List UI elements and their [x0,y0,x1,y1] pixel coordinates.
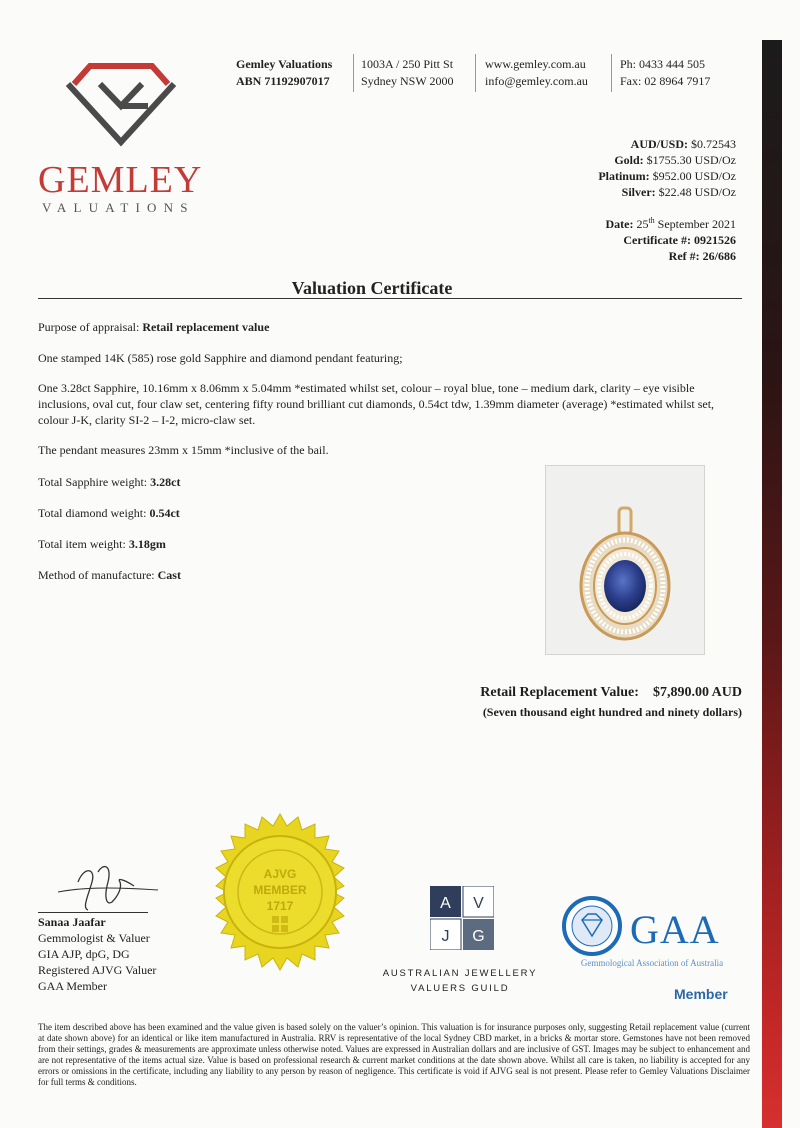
gaa-member-label: Member [674,986,728,1002]
seal-icon [200,812,360,972]
seal-line-3: 1717 [266,899,294,913]
certificate-label: Certificate #: [623,233,691,247]
retail-value [480,685,742,701]
seal-line-2: MEMBER [253,883,307,897]
header-company [236,56,332,90]
signatory-registration: Registered AJVG Valuer [38,963,157,977]
purpose-label: Purpose of appraisal: [38,320,140,334]
gaa-emblem [562,896,622,961]
purpose-value: Retail replacement value [142,320,270,334]
aud-usd-label: AUD/USD: [630,137,688,151]
gem-logo-icon [60,56,182,152]
address-line-1: 1003A / 250 Pitt St [361,57,454,71]
avjg-letter-g: G [472,928,485,945]
pendant-photo [545,465,705,655]
signature-mark [38,852,168,916]
certificate-meta [605,213,736,264]
aud-usd-value: $0.72543 [691,137,736,151]
fax-number: Fax: 02 8964 7917 [620,74,711,88]
silver-label: Silver: [621,185,656,199]
retail-value-amount: $7,890.00 AUD [652,685,742,700]
date-day: 25 [636,217,649,231]
date-label: Date: [605,217,634,231]
signatory-role: Gemmologist & Valuer [38,931,150,945]
phone-number: Ph: 0433 444 505 [620,57,706,71]
address-line-2: Sydney NSW 2000 [361,74,454,88]
item-weight-value: 3.18gm [128,537,166,551]
gaa-abbreviation: GAA [630,907,720,952]
header-web [485,56,588,90]
diamond-weight-value: 0.54ct [149,506,180,520]
gaa-full-name: Gemmological Association of Australia [580,958,724,968]
avjg-letter-a: A [440,895,451,912]
signatory-details [38,914,156,994]
description-line-1: One stamped 14K (585) rose gold Sapphire and diamond pendant featuring; [38,351,403,365]
email-link[interactable]: info@gemley.com.au [485,74,588,88]
diamond-weight-label: Total diamond weight: [38,506,147,520]
retail-value-label: Retail Replacement Value: [480,685,639,700]
gold-value: $1755.30 USD/Oz [646,153,736,167]
gold-label: Gold: [614,153,644,167]
certificate-number: 0921526 [694,233,736,247]
company-name: Gemley Valuations [236,57,333,71]
avjg-name [366,966,554,996]
avjg-logo [430,886,494,950]
avjg-name-line-1: AUSTRALIAN JEWELLERY [382,968,538,979]
manufacture-method-value: Cast [157,568,181,582]
avjg-name-line-2: VALUERS GUILD [410,983,510,994]
ajvg-seal [200,812,360,972]
page-edge-bar [762,40,782,1128]
page-title: Valuation Certificate [291,278,453,298]
purpose-line [38,319,744,335]
header-divider [475,54,476,92]
ref-label: Ref #: [668,249,700,263]
company-abn: ABN 71192907017 [236,74,330,88]
description-line-3: The pendant measures 23mm x 15mm *inclusive of the bail. [38,443,329,457]
manufacture-method-label: Method of manufacture: [38,568,155,582]
gemley-logo [34,56,234,152]
title-rule [38,298,742,299]
header-divider [611,54,612,92]
sapphire-weight-value: 3.28ct [150,475,181,489]
gaa-diamond-icon [562,896,622,956]
platinum-value: $952.00 USD/Oz [652,169,736,183]
date-rest: September 2021 [657,217,736,231]
signatory-name: Sanaa Jaafar [38,915,106,929]
signature-line [38,912,148,913]
avjg-logo-icon [430,886,494,950]
signatory-qualifications: GIA AJP, dpG, DG [38,947,130,961]
pendant-image [546,466,704,654]
retail-value-words: (Seven thousand eight hundred and ninety dollars) [482,705,742,719]
disclaimer-text: The item described above has been examined and the value given is based solely on the valuer’s opinion. This valuation is for insurance purposes only, suggesting Retail replacement value (current at date shown above) for an identical or like item manufactured in Australia. RRV is representative of the local Sydney CBD market, in a bricks & mortar store. Gemstones have not been removed from their settings, grades & measurements are approximate unless otherwise noted. Values are expressed in Australian dollars and are inclusive of GST. Images may be subject to enhancement and are not representative of the items actual size. Value is based on professional research & current market conditions at the date shown above. Whilst all care is taken, no liability is accepted for any errors or omissions in the certificate, including any liability to any person by reason of negligence. This certificate is void if AJVG seal is not present. Please refer to Gemley Valuations Disclaimer for full terms & conditions. [38,1022,750,1087]
item-weight-label: Total item weight: [38,537,126,551]
avjg-letter-j: J [441,928,450,945]
description-line-2: One 3.28ct Sapphire, 10.16mm x 8.06mm x 5.04mm *estimated whilst set, colour – royal blue, tone – medium dark, clarity – eye visible inclusions, oval cut, four claw set, centering fifty round brilliant cut diamonds, 0.54ct tdw, 1.39mm diameter (average) *estimated whilst set, colour J-K, clarity SI-2 – I-2, micro-claw set. [38,381,715,427]
website-link[interactable]: www.gemley.com.au [485,57,586,71]
date-suffix: th [648,216,655,225]
signatory-membership: GAA Member [38,979,107,993]
ref-number: 26/686 [702,249,736,263]
sapphire-weight-label: Total Sapphire weight: [38,475,148,489]
metal-rates [598,136,736,200]
avjg-letter-v: V [473,895,484,912]
brand-name: GEMLEY [38,159,203,201]
seal-line-1: AJVG [263,867,297,881]
signature [38,852,168,921]
brand-subtitle: VALUATIONS [42,200,195,215]
header-phone [620,56,710,90]
silver-value: $22.48 USD/Oz [658,185,736,199]
header-divider [353,54,354,92]
header-address [361,56,453,90]
platinum-label: Platinum: [598,169,650,183]
